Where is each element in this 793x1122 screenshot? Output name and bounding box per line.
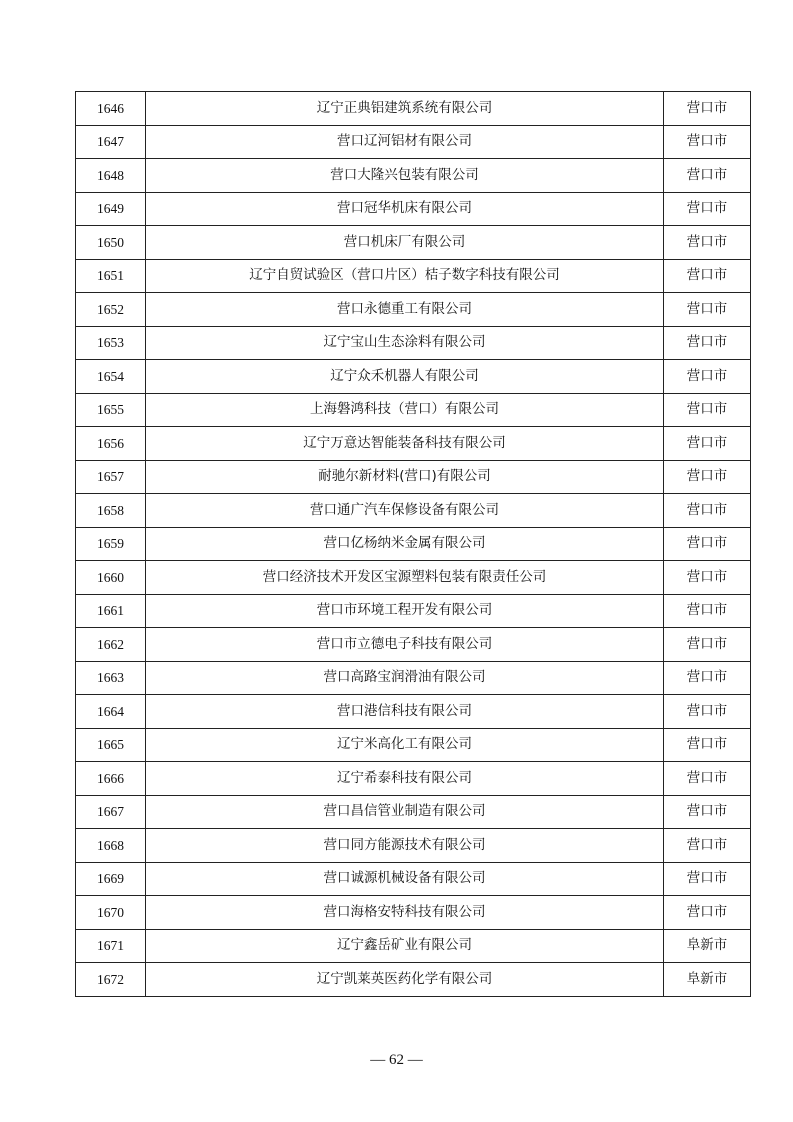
table-row — [76, 829, 751, 863]
company-name-cell: 辽宁正典铝建筑系统有限公司 — [146, 92, 664, 126]
company-name-cell: 营口海格安特科技有限公司 — [146, 896, 664, 930]
serial-number-cell: 1656 — [76, 427, 146, 461]
table-row — [76, 862, 751, 896]
table-row — [76, 393, 751, 427]
company-name-cell: 营口辽河铝材有限公司 — [146, 125, 664, 159]
serial-number-cell: 1657 — [76, 460, 146, 494]
city-cell: 营口市 — [664, 293, 751, 327]
table-row — [76, 661, 751, 695]
company-name-cell: 营口通广汽车保修设备有限公司 — [146, 494, 664, 528]
company-name-cell: 营口市环境工程开发有限公司 — [146, 594, 664, 628]
company-name-cell: 营口昌信管业制造有限公司 — [146, 795, 664, 829]
table-row — [76, 695, 751, 729]
city-cell: 营口市 — [664, 594, 751, 628]
table-row — [76, 360, 751, 394]
company-name-cell: 营口港信科技有限公司 — [146, 695, 664, 729]
company-name-cell: 营口市立德电子科技有限公司 — [146, 628, 664, 662]
serial-number-cell: 1662 — [76, 628, 146, 662]
serial-number-cell: 1667 — [76, 795, 146, 829]
serial-number-cell: 1670 — [76, 896, 146, 930]
city-cell: 营口市 — [664, 862, 751, 896]
table-row — [76, 628, 751, 662]
company-name-cell: 营口同方能源技术有限公司 — [146, 829, 664, 863]
table-row — [76, 929, 751, 963]
company-name-cell: 营口机床厂有限公司 — [146, 226, 664, 260]
city-cell: 营口市 — [664, 762, 751, 796]
company-name-cell: 营口高路宝润滑油有限公司 — [146, 661, 664, 695]
serial-number-cell: 1663 — [76, 661, 146, 695]
city-cell: 营口市 — [664, 829, 751, 863]
serial-number-cell: 1654 — [76, 360, 146, 394]
table-row — [76, 159, 751, 193]
table-row — [76, 192, 751, 226]
city-cell: 营口市 — [664, 259, 751, 293]
city-cell: 营口市 — [664, 326, 751, 360]
city-cell: 营口市 — [664, 527, 751, 561]
serial-number-cell: 1653 — [76, 326, 146, 360]
city-cell: 营口市 — [664, 226, 751, 260]
company-name-cell: 辽宁希泰科技有限公司 — [146, 762, 664, 796]
company-name-cell: 辽宁鑫岳矿业有限公司 — [146, 929, 664, 963]
serial-number-cell: 1666 — [76, 762, 146, 796]
company-name-cell: 辽宁宝山生态涂料有限公司 — [146, 326, 664, 360]
table-row — [76, 259, 751, 293]
company-name-cell: 营口经济技术开发区宝源塑料包装有限责任公司 — [146, 561, 664, 595]
city-cell: 营口市 — [664, 628, 751, 662]
company-name-cell: 营口诚源机械设备有限公司 — [146, 862, 664, 896]
city-cell: 营口市 — [664, 795, 751, 829]
serial-number-cell: 1658 — [76, 494, 146, 528]
city-cell: 营口市 — [664, 393, 751, 427]
serial-number-cell: 1650 — [76, 226, 146, 260]
company-name-cell: 上海磐鸿科技（营口）有限公司 — [146, 393, 664, 427]
city-cell: 阜新市 — [664, 929, 751, 963]
serial-number-cell: 1672 — [76, 963, 146, 997]
table-row — [76, 896, 751, 930]
serial-number-cell: 1665 — [76, 728, 146, 762]
table-row — [76, 226, 751, 260]
table-row — [76, 561, 751, 595]
table-row — [76, 728, 751, 762]
table-row — [76, 326, 751, 360]
company-name-cell: 辽宁米高化工有限公司 — [146, 728, 664, 762]
serial-number-cell: 1669 — [76, 862, 146, 896]
table-row — [76, 125, 751, 159]
serial-number-cell: 1655 — [76, 393, 146, 427]
city-cell: 营口市 — [664, 561, 751, 595]
table-row — [76, 762, 751, 796]
table-row — [76, 963, 751, 997]
table-row — [76, 795, 751, 829]
city-cell: 营口市 — [664, 159, 751, 193]
table-row — [76, 494, 751, 528]
serial-number-cell: 1671 — [76, 929, 146, 963]
city-cell: 营口市 — [664, 661, 751, 695]
city-cell: 营口市 — [664, 494, 751, 528]
company-name-cell: 辽宁凯莱英医药化学有限公司 — [146, 963, 664, 997]
company-name-cell: 辽宁自贸试验区（营口片区）桔子数字科技有限公司 — [146, 259, 664, 293]
city-cell: 营口市 — [664, 125, 751, 159]
serial-number-cell: 1646 — [76, 92, 146, 126]
serial-number-cell: 1652 — [76, 293, 146, 327]
city-cell: 营口市 — [664, 728, 751, 762]
city-cell: 营口市 — [664, 360, 751, 394]
city-cell: 营口市 — [664, 427, 751, 461]
table-row — [76, 293, 751, 327]
serial-number-cell: 1664 — [76, 695, 146, 729]
table-row — [76, 427, 751, 461]
table-row — [76, 527, 751, 561]
serial-number-cell: 1659 — [76, 527, 146, 561]
serial-number-cell: 1661 — [76, 594, 146, 628]
serial-number-cell: 1647 — [76, 125, 146, 159]
serial-number-cell: 1649 — [76, 192, 146, 226]
company-name-cell: 营口冠华机床有限公司 — [146, 192, 664, 226]
company-name-cell: 营口亿杨纳米金属有限公司 — [146, 527, 664, 561]
company-name-cell: 营口大隆兴包装有限公司 — [146, 159, 664, 193]
table-body — [76, 92, 751, 997]
serial-number-cell: 1660 — [76, 561, 146, 595]
page-number: — 62 — — [370, 1052, 423, 1068]
table-row — [76, 460, 751, 494]
company-name-cell: 营口永德重工有限公司 — [146, 293, 664, 327]
serial-number-cell: 1651 — [76, 259, 146, 293]
company-name-cell: 辽宁众禾机器人有限公司 — [146, 360, 664, 394]
city-cell: 营口市 — [664, 92, 751, 126]
company-list-table — [75, 91, 751, 997]
city-cell: 营口市 — [664, 192, 751, 226]
serial-number-cell: 1648 — [76, 159, 146, 193]
company-name-cell: 耐驰尔新材料(营口)有限公司 — [146, 460, 664, 494]
city-cell: 阜新市 — [664, 963, 751, 997]
city-cell: 营口市 — [664, 695, 751, 729]
table-row — [76, 594, 751, 628]
serial-number-cell: 1668 — [76, 829, 146, 863]
table-row — [76, 92, 751, 126]
city-cell: 营口市 — [664, 896, 751, 930]
city-cell: 营口市 — [664, 460, 751, 494]
company-name-cell: 辽宁万意达智能装备科技有限公司 — [146, 427, 664, 461]
